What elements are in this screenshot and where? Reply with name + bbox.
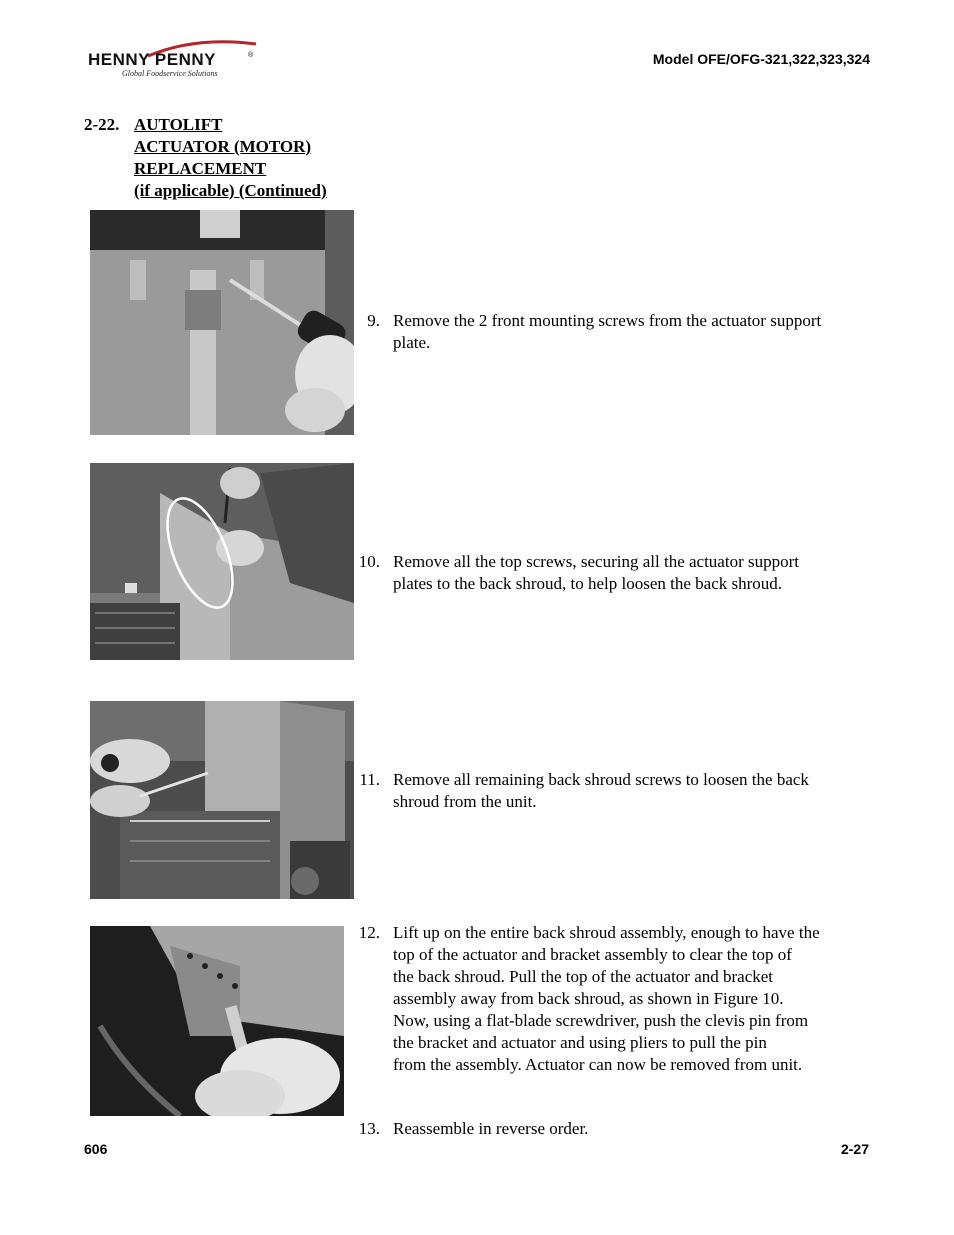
step-text-line: Lift up on the entire back shroud assembly, enough to have the: [393, 923, 820, 942]
step-number: 12.: [358, 923, 380, 942]
step-text-line: Reassemble in reverse order.: [393, 1119, 589, 1138]
step-text-line: Now, using a flat-blade screwdriver, push the clevis pin from: [393, 1011, 809, 1030]
step-text-line: plates to the back shroud, to help loosen the back shroud.: [393, 574, 783, 593]
step-number: 11.: [359, 770, 380, 789]
step-text-line: the bracket and actuator and using pliers to pull the pin: [393, 1033, 767, 1052]
step-text-line: the back shroud. Pull the top of the actuator and bracket: [393, 967, 774, 986]
step-number: 13.: [358, 1119, 380, 1138]
step-text-line: Remove the 2 front mounting screws from the actuator support: [393, 311, 822, 330]
step-text-line: shroud from the unit.: [393, 792, 537, 811]
logo-text: HENNY PENNY: [88, 50, 216, 69]
henny-penny-logo: [86, 40, 256, 82]
step-number: 10.: [358, 552, 380, 571]
section-number: 2-22.: [84, 115, 120, 134]
photo-step-11: [90, 701, 354, 899]
photo-step-10: [90, 463, 354, 660]
step-text-line: from the assembly. Actuator can now be removed from unit.: [393, 1055, 803, 1074]
section-title-line-4: (if applicable) (Continued): [134, 181, 327, 200]
step-number: 9.: [367, 311, 380, 330]
step-text-line: top of the actuator and bracket assembly to clear the top of: [393, 945, 792, 964]
photo-step-12: [90, 926, 344, 1116]
step-text-line: plate.: [393, 333, 431, 352]
step-text-line: assembly away from back shroud, as shown in Figure 10.: [393, 989, 784, 1008]
step-text-line: Remove all the top screws, securing all the actuator support: [393, 552, 799, 571]
model-number: Model OFE/OFG-321,322,323,324: [652, 51, 870, 67]
step-text-line: Remove all remaining back shroud screws to loosen the back: [393, 770, 809, 789]
photo-step-9: [90, 210, 354, 435]
footer-page-number: 2-27: [840, 1141, 869, 1157]
section-title-line-1: AUTOLIFT: [134, 115, 223, 134]
logo-registered-mark: ®: [248, 52, 254, 59]
section-title-line-3: REPLACEMENT: [134, 159, 267, 178]
section-title-line-2: ACTUATOR (MOTOR): [134, 137, 312, 156]
logo-tagline: Global Foodservice Solutions: [122, 69, 218, 78]
footer-document-number: 606: [84, 1141, 108, 1157]
